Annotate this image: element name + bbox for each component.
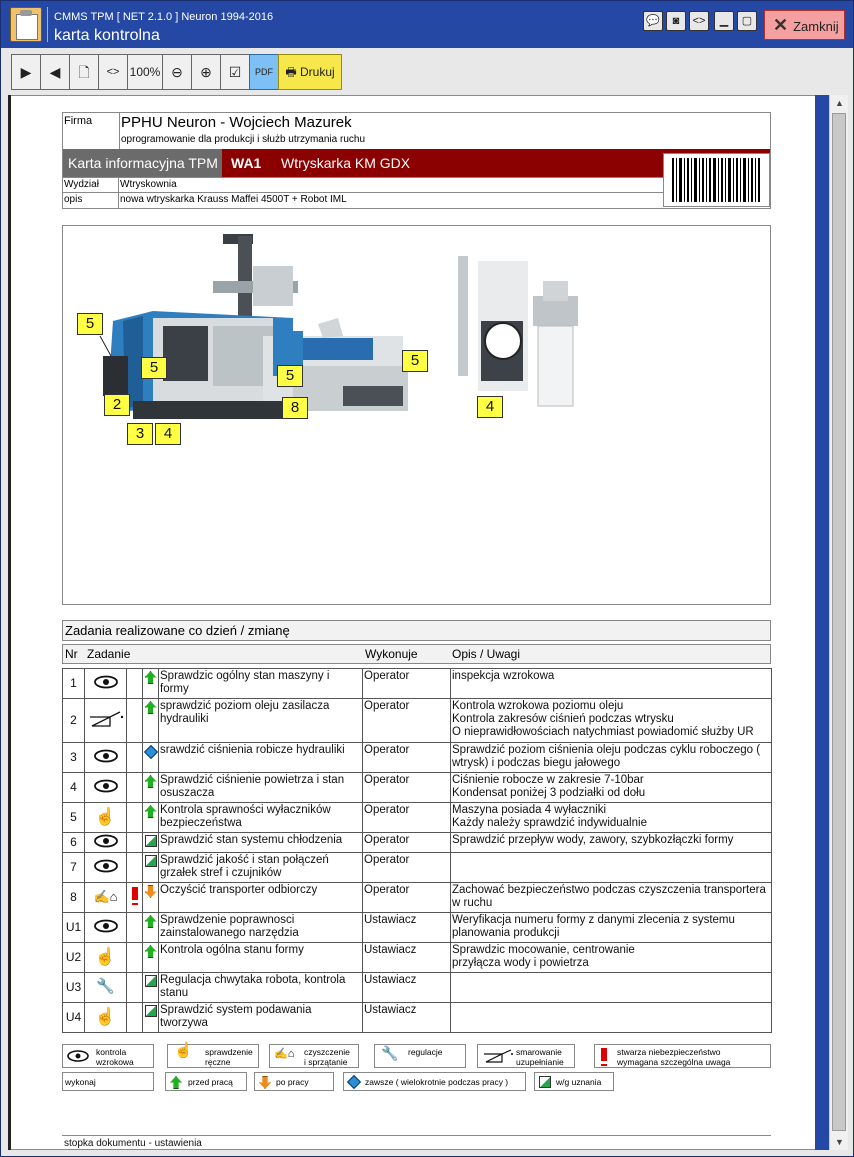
legend-before-label: przed pracą: [188, 1077, 233, 1087]
row-performer: Operator: [363, 803, 451, 833]
arrow-up-icon: [145, 915, 157, 928]
table-row: [63, 743, 772, 773]
arrow-up-icon: [170, 1076, 182, 1089]
legend-wrench-label: regulacje: [408, 1047, 443, 1057]
code-icon[interactable]: <>: [689, 11, 709, 31]
row-notes: Maszyna posiada 4 wyłaczniki Każdy należy sprawdzić indywidualnie: [451, 803, 772, 833]
row-notes: [451, 853, 772, 883]
scroll-up-icon[interactable]: ▲: [835, 98, 844, 108]
row-notes: Zachować bezpieczeństwo podczas czyszczenia transportera w ruchu: [451, 883, 772, 913]
toolbar: [11, 54, 353, 90]
scroll-down-icon[interactable]: ▼: [835, 1137, 844, 1147]
label-badge: 2: [104, 394, 130, 416]
footer-divider: [62, 1135, 771, 1136]
table-row: [63, 913, 772, 943]
clean-icon: ✍⌂: [93, 889, 118, 904]
oilcan-icon: [481, 1048, 515, 1064]
row-nr: 4: [63, 773, 85, 803]
hand-icon: ☝: [94, 806, 117, 826]
label-badge: 5: [141, 357, 167, 379]
firma-label: Firma: [64, 115, 93, 127]
legend-clean: [269, 1044, 359, 1068]
legend-danger-label: stwarza niebezpieczeństwo wymagana szczególna uwaga: [617, 1047, 731, 1067]
row-nr: 1: [63, 669, 85, 699]
task-table: [62, 668, 772, 1033]
maximize-button[interactable]: ▢: [737, 11, 757, 31]
vertical-scrollbar[interactable]: [829, 95, 848, 1150]
legend-after: [254, 1072, 334, 1091]
triangle-icon: [145, 855, 157, 867]
clean-icon: ✍⌂: [274, 1048, 295, 1060]
injection-molding-machine-image: [103, 234, 578, 419]
arrow-up-icon: [145, 775, 157, 788]
machine-image-panel: [62, 225, 771, 605]
window-title: karta kontrolna: [54, 27, 160, 44]
eye-icon: [93, 680, 119, 692]
oilcan-icon: [86, 719, 126, 731]
machine-illustration: [63, 226, 770, 604]
legend-hand-label: sprawdzenie ręczne: [205, 1047, 253, 1067]
row-notes: Sprawdzić przepływ wody, zawory, szybkozłączki formy: [451, 833, 772, 853]
label-badge: 4: [477, 396, 503, 418]
legend-perform: [62, 1072, 154, 1091]
eye-icon: [93, 754, 119, 766]
right-edge-strip: [815, 95, 829, 1150]
table-row: [63, 699, 772, 743]
label-badge: 5: [277, 365, 303, 387]
row-nr: U2: [63, 943, 85, 973]
row-task: Kontrola sprawności wyłaczników bezpieczeństwa: [159, 803, 363, 833]
table-row: [63, 973, 772, 1003]
hand-icon: ☝: [94, 1006, 117, 1026]
barcode-image: [663, 153, 770, 207]
row-performer: Operator: [363, 833, 451, 853]
eye-icon: [93, 784, 119, 796]
row-notes: Sprawdzić poziom ciśnienia oleju podczas cyklu roboczego ( wtrysk) i podczas biegu jałowego: [451, 743, 772, 773]
legend-cond: [534, 1072, 614, 1091]
document-footer: stopka dokumentu - ustawienia: [64, 1138, 202, 1149]
arrow-up-icon: [145, 671, 157, 684]
row-nr: U3: [63, 973, 85, 1003]
legend-clean-label: czyszczenie i sprzątanie: [304, 1047, 350, 1067]
arrow-down-icon: [145, 885, 157, 898]
arrow-up-icon: [145, 701, 157, 714]
document-header: [62, 112, 771, 209]
col-notes: Opis / Uwagi: [452, 647, 521, 661]
pdf-button[interactable]: PDF: [249, 54, 279, 90]
legend-wrench: [374, 1044, 466, 1068]
legend-eye: [62, 1044, 154, 1068]
title-bar: [1, 1, 853, 48]
row-nr: 6: [63, 833, 85, 853]
card-type-label: Karta informacyjna TPM: [63, 149, 222, 177]
legend-after-label: po pracy: [276, 1077, 309, 1087]
desc-label: opis: [64, 194, 83, 205]
arrow-up-icon: [145, 945, 157, 958]
chat-icon[interactable]: 💬: [643, 11, 663, 31]
eye-icon: [93, 864, 119, 876]
row-performer: Operator: [363, 883, 451, 913]
table-row: [63, 833, 772, 853]
page-icon-button[interactable]: 🗋: [69, 54, 99, 90]
label-badge: 5: [77, 313, 103, 335]
row-task: srawdzić ciśnienia robicze hydrauliki: [159, 743, 363, 773]
row-nr: U4: [63, 1003, 85, 1033]
print-button[interactable]: [278, 54, 342, 90]
row-nr: U1: [63, 913, 85, 943]
legend-row-1: [62, 1044, 771, 1068]
table-header: [62, 644, 771, 664]
row-nr: 3: [63, 743, 85, 773]
legend-oil-label: smarowanie uzupełnianie: [516, 1047, 564, 1067]
minimize-button[interactable]: ▁: [714, 11, 734, 31]
row-task: sprawdzić poziom oleju zasilacza hydrauliki: [159, 699, 363, 743]
desc-row: [63, 192, 663, 207]
play-button[interactable]: ▶: [11, 54, 41, 90]
company-name: PPHU Neuron - Wojciech Mazurek: [121, 114, 352, 131]
wrench-icon: 🔧: [96, 978, 115, 995]
diamond-icon: [143, 745, 157, 759]
triangle-icon: [145, 835, 157, 847]
label-badge: 3: [127, 423, 153, 445]
row-task: Sprawdzić system podawania tworzywa: [159, 1003, 363, 1033]
camera-icon[interactable]: ◙: [666, 11, 686, 31]
legend-perform-label: wykonaj: [65, 1077, 96, 1087]
triangle-icon: [145, 1005, 157, 1017]
row-nr: 8: [63, 883, 85, 913]
row-task: Sprawdzić ciśnienie powietrza i stan osuszacza: [159, 773, 363, 803]
clipboard-icon: [10, 7, 42, 42]
label-badge: 8: [282, 397, 308, 419]
table-row: [63, 943, 772, 973]
row-notes: Ciśnienie robocze w zakresie 7-10bar Kondensat poniżej 3 podziałki od dołu: [451, 773, 772, 803]
danger-icon: [601, 1048, 607, 1066]
row-notes: Weryfikacja numeru formy z danymi zlecenia z systemu planowania produkcji: [451, 913, 772, 943]
zoom-out-button[interactable]: ⊖: [162, 54, 192, 90]
print-label: Drukuj: [299, 65, 335, 79]
row-nr: 2: [63, 699, 85, 743]
section-title: Zadania realizowane co dzień / zmianę: [62, 620, 771, 641]
legend-oil: [477, 1044, 575, 1068]
arrow-down-icon: [259, 1076, 271, 1089]
legend-always-label: zawsze ( wielokrotnie podczas pracy ): [365, 1077, 509, 1087]
dept-value: Wtryskownia: [120, 179, 177, 190]
dept-row: [63, 177, 663, 192]
eye-icon: [93, 839, 119, 851]
col-performer: Wykonuje: [365, 647, 418, 661]
left-edge: [8, 95, 11, 1150]
row-performer: Ustawiacz: [363, 943, 451, 973]
legend-danger: [594, 1044, 771, 1068]
zoom-100-button[interactable]: 100%: [127, 54, 163, 90]
triangle-icon: [145, 975, 157, 987]
hand-icon: ☝: [94, 946, 117, 966]
row-performer: Operator: [363, 853, 451, 883]
eye-icon: [93, 924, 119, 936]
row-performer: Operator: [363, 743, 451, 773]
barcode-icon: [664, 154, 769, 206]
row-task: Sprawdzic ogólny stan maszyny i formy: [159, 669, 363, 699]
legend-hand: [167, 1044, 259, 1068]
row-notes: Kontrola wzrokowa poziomu oleju Kontrola zakresów ciśnień podczas wtrysku O nieprawidłowościach natychmiast powiadomić służby UR: [451, 699, 772, 743]
row-performer: Operator: [363, 773, 451, 803]
legend-always: [343, 1072, 526, 1091]
row-performer: Ustawiacz: [363, 913, 451, 943]
row-notes: inspekcja wzrokowa: [451, 669, 772, 699]
label-badge: 4: [155, 423, 181, 445]
close-icon: ✕: [773, 15, 789, 35]
row-nr: 5: [63, 803, 85, 833]
row-task: Regulacja chwytaka robota, kontrola stanu: [159, 973, 363, 1003]
close-button[interactable]: [764, 10, 845, 40]
legend-before: [165, 1072, 247, 1091]
row-performer: Ustawiacz: [363, 973, 451, 1003]
row-task: Sprawdzić stan systemu chłodzenia: [159, 833, 363, 853]
legend-eye-label: kontrola wzrokowa: [96, 1047, 134, 1067]
dept-label: Wydział: [64, 179, 99, 190]
close-label: Zamknij: [793, 19, 839, 34]
row-task: Oczyścić transporter odbiorczy: [159, 883, 363, 913]
machine-code: WA1: [231, 155, 262, 171]
zoom-in-button[interactable]: ⊕: [191, 54, 221, 90]
hand-icon: ☝: [174, 1042, 193, 1059]
triangle-icon: [539, 1076, 551, 1088]
row-task: Sprawdzić jakość i stan połączeń grzałek stref i czujników: [159, 853, 363, 883]
table-row: [63, 803, 772, 833]
title-separator: [47, 7, 48, 42]
back-button[interactable]: ◀: [40, 54, 70, 90]
row-task: Kontrola ogólna stanu formy: [159, 943, 363, 973]
row-nr: 7: [63, 853, 85, 883]
row-performer: Operator: [363, 699, 451, 743]
table-row: [63, 773, 772, 803]
diamond-icon: [347, 1075, 361, 1089]
row-notes: [451, 1003, 772, 1033]
table-row: [63, 669, 772, 699]
row-notes: Sprawdzic mocowanie, centrowanie przyłącza wody i powietrza: [451, 943, 772, 973]
company-subtitle: oprogramowanie dla produkcji i służb utrzymania ruchu: [121, 134, 366, 145]
danger-icon: [132, 887, 138, 905]
eye-icon: [67, 1050, 89, 1062]
arrow-up-icon: [145, 805, 157, 818]
table-row: [63, 883, 772, 913]
legend-cond-label: w/g uznania: [556, 1077, 602, 1087]
col-task: Zadanie: [87, 647, 131, 661]
row-performer: Operator: [363, 669, 451, 699]
label-badge: 5: [402, 350, 428, 372]
table-row: [63, 853, 772, 883]
scrollbar-thumb[interactable]: [832, 113, 846, 1131]
legend-row-2: [62, 1072, 771, 1096]
table-row: [63, 1003, 772, 1033]
printer-icon: 🖶: [285, 65, 297, 79]
wrench-icon: 🔧: [381, 1045, 399, 1061]
desc-value: nowa wtryskarka Krauss Maffei 4500T + Robot IML: [120, 194, 347, 205]
code-view-button[interactable]: <>: [98, 54, 128, 90]
check-button[interactable]: ☑: [220, 54, 250, 90]
row-notes: [451, 973, 772, 1003]
app-version-label: CMMS TPM [ NET 2.1.0 ] Neuron 1994-2016: [54, 11, 274, 23]
row-task: Sprawdzenie poprawnosci zainstalowanego narzędzia: [159, 913, 363, 943]
machine-name: Wtryskarka KM GDX: [281, 155, 411, 171]
col-nr: Nr: [65, 647, 78, 661]
row-performer: Ustawiacz: [363, 1003, 451, 1033]
